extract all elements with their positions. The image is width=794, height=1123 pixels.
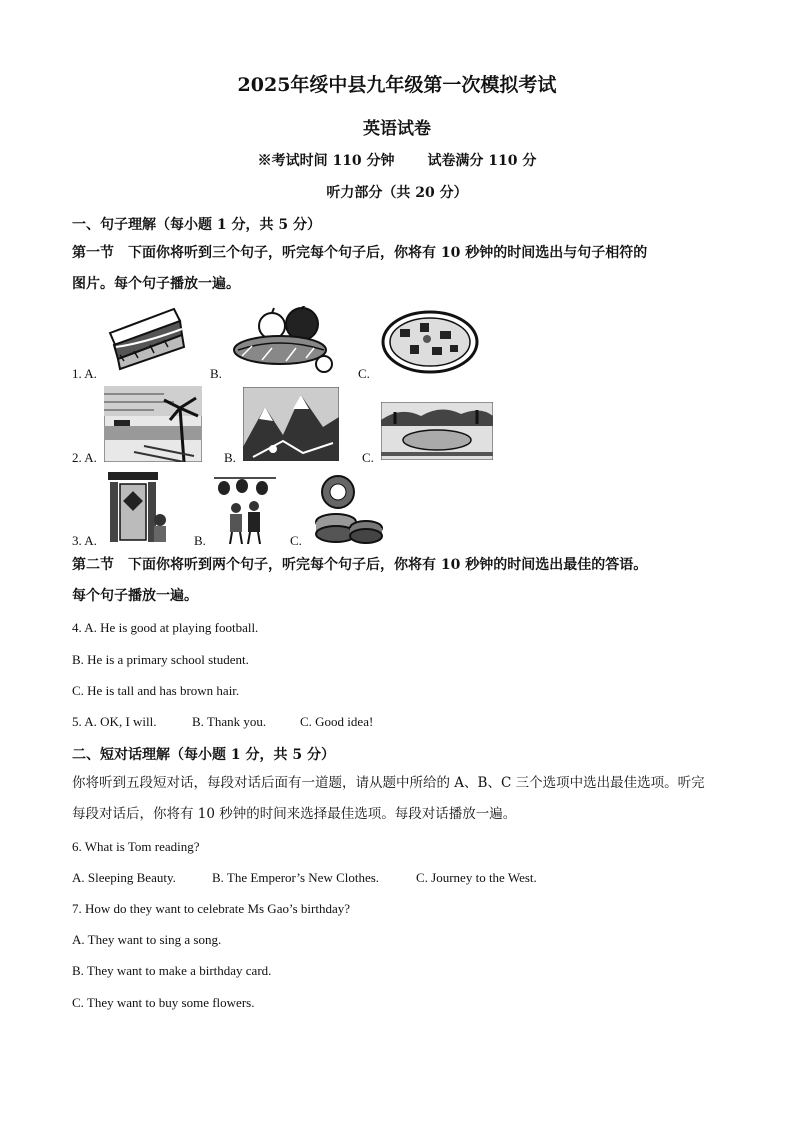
q7-question: 7. How do they want to celebrate Ms Gao’s birthday?: [72, 901, 350, 916]
section2-line2: 每个句子播放一遍。: [72, 588, 198, 604]
q6-option-b: B. The Emperor’s New Clothes.: [212, 870, 380, 885]
pizza-picture[interactable]: [380, 309, 480, 375]
section1-instruction: [72, 238, 732, 300]
q3-option-a-label: 3. A.: [72, 533, 97, 548]
q4-option-a: 4. A. He is good at playing football.: [72, 620, 259, 635]
park-lake-picture[interactable]: [381, 402, 493, 460]
lanterns-picture[interactable]: [214, 472, 276, 544]
q1-option-a-label: 1. A.: [72, 366, 97, 381]
part2-heading: 二、短对话理解（每小题 1 分，共 5 分）: [72, 747, 335, 763]
mooncakes-picture[interactable]: [310, 472, 384, 544]
q2-option-a-label: 2. A.: [72, 450, 97, 465]
q3-option-c-label: C.: [290, 533, 302, 548]
q6-option-a: A. Sleeping Beauty.: [72, 870, 176, 885]
section1-line2: 图片。每个句子播放一遍。: [72, 276, 240, 292]
q4-option-c: C. He is tall and has brown hair.: [72, 683, 240, 698]
part2-line1: 你将听到五段短对话，每段对话后面有一道题，请从题中所给的 A、B、C 三个选项中选出最佳选项。听完: [72, 775, 705, 791]
pie-with-apples-picture[interactable]: [232, 306, 336, 374]
q5-option-c: C. Good idea!: [300, 714, 374, 729]
q5-option-a: 5. A. OK, I will.: [72, 714, 157, 729]
exam-title: 2025年绥中县九年级第一次模拟考试: [237, 74, 557, 96]
part2-line2: 每段对话后，你将有 10 秒钟的时间来选择最佳选项。每段对话播放一遍。: [72, 806, 517, 822]
q4-option-b: B. He is a primary school student.: [72, 652, 249, 667]
section2-line1: 第二节 下面你将听到两个句子，听完每个句子后，你将有 10 秒钟的时间选出最佳的答语。: [72, 557, 648, 573]
q6-question: 6. What is Tom reading?: [72, 839, 200, 854]
section1-line1: 第一节 下面你将听到三个句子，听完每个句子后，你将有 10 秒钟的时间选出与句子相符的: [72, 245, 648, 261]
exam-time: ※考试时间 110 分钟: [257, 153, 395, 169]
q6-option-c: C. Journey to the West.: [416, 870, 537, 885]
exam-meta: [0, 150, 794, 170]
spring-couplet-door-picture[interactable]: [104, 470, 170, 544]
exam-subtitle: 英语试卷: [363, 119, 431, 139]
beach-picture[interactable]: [104, 386, 202, 462]
q7-option-a: A. They want to sing a song.: [72, 932, 222, 947]
q1-option-b-label: B.: [210, 366, 222, 381]
section2-instruction: [72, 550, 732, 612]
q2-option-c-label: C.: [362, 450, 374, 465]
q1-option-c-label: C.: [358, 366, 370, 381]
full-score: 试卷满分 110 分: [427, 153, 537, 169]
mountains-picture[interactable]: [243, 387, 339, 461]
part1-heading: 一、句子理解（每小题 1 分，共 5 分）: [72, 217, 321, 233]
q2-option-b-label: B.: [224, 450, 236, 465]
q5-option-b: B. Thank you.: [192, 714, 267, 729]
q7-option-b: B. They want to make a birthday card.: [72, 963, 272, 978]
part2-instruction: [72, 768, 732, 830]
listening-part-heading: 听力部分（共 20 分）: [326, 185, 468, 201]
q3-option-b-label: B.: [194, 533, 206, 548]
q7-option-c: C. They want to buy some flowers.: [72, 995, 255, 1010]
sandwich-picture[interactable]: [104, 303, 186, 375]
